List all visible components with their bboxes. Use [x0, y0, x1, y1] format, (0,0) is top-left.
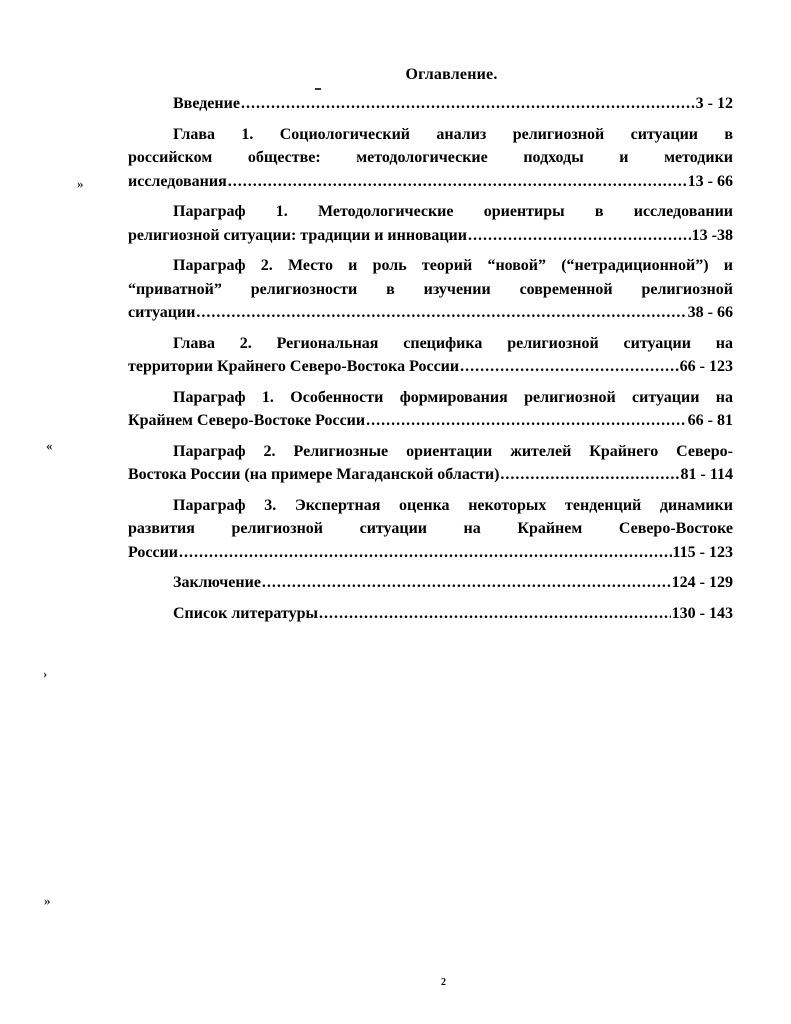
table-of-contents [128, 92, 733, 632]
page-number: 2 [441, 977, 446, 988]
toc-entry-line: Параграф 2. Место и роль теорий “новой” (“нетрадиционной”) и [173, 257, 733, 274]
toc-entry-last-line [128, 541, 733, 565]
dot-leader [460, 355, 679, 379]
toc-entry-chapter-2-paragraph-2[interactable] [128, 440, 733, 487]
toc-entry-line: российском обществе: методологические подходы и методики [128, 149, 733, 166]
toc-entry-tail-text: территории Крайнего Северо-Востока России [128, 358, 460, 375]
toc-entry-chapter-1-paragraph-2[interactable] [128, 254, 733, 325]
toc-entry-chapter-2-paragraph-1[interactable] [128, 386, 733, 433]
toc-entry-pages: 81 - 114 [680, 466, 733, 483]
toc-entry-tail-text: исследования [128, 172, 227, 190]
toc-entry-tail-text: ситуации [128, 304, 196, 321]
toc-entry-pages: 38 - 66 [687, 304, 733, 321]
toc-entry-last-line [128, 409, 733, 433]
toc-entry-line: Глава 1. Социологический анализ религиозной ситуации в [173, 125, 733, 143]
punch-hole-mark-icon: » [77, 176, 84, 191]
toc-entry-last-line [128, 170, 733, 194]
toc-entry-bibliography[interactable] [128, 602, 733, 626]
punch-hole-mark-icon: › [43, 666, 48, 681]
toc-entry-tail-text: России [128, 543, 179, 561]
toc-entry-last-line [128, 301, 733, 325]
toc-entry-line: “приватной” религиозности в изучении современной религиозной [128, 280, 733, 298]
toc-entry-pages: 66 - 123 [679, 358, 733, 375]
dot-leader [366, 409, 687, 433]
dot-leader [500, 463, 679, 487]
toc-entry-pages: 115 - 123 [672, 543, 733, 561]
punch-hole-mark-icon: « [46, 438, 53, 453]
toc-entry-tail-text: Крайнем Северо-Востоке России [128, 412, 366, 429]
toc-entry-pages: 3 - 12 [695, 95, 733, 112]
toc-entry-chapter-1[interactable] [128, 123, 733, 194]
toc-entry-pages: 124 - 129 [671, 574, 733, 591]
dot-leader [179, 541, 672, 565]
toc-entry-last-line [128, 224, 733, 248]
toc-entry-line: Параграф 1. Методологические ориентиры в исследовании [173, 203, 733, 220]
toc-entry-tail-text: Востока России (на примере Магаданской области) [128, 466, 500, 483]
toc-entry-chapter-2-paragraph-3[interactable] [128, 494, 733, 565]
toc-entry-pages: 66 - 81 [687, 412, 733, 429]
toc-entry-pages: 13 - 66 [687, 172, 733, 190]
toc-entry-pages: 13 -38 [691, 226, 733, 244]
punch-hole-mark-icon: » [44, 893, 51, 908]
toc-title: Оглавление. [405, 66, 498, 83]
toc-entry-line: Глава 2. Региональная специфика религиозной ситуации на [173, 334, 733, 352]
dot-leader [468, 224, 691, 248]
toc-entry-chapter-1-paragraph-1[interactable] [128, 200, 733, 247]
toc-entry-text: Заключение [173, 574, 261, 591]
toc-entry-line: развития религиозной ситуации на Крайнем Северо-Востоке [128, 520, 733, 537]
dot-leader [228, 170, 687, 194]
dot-leader [196, 301, 686, 325]
toc-entry-introduction[interactable] [128, 92, 733, 116]
toc-entry-last-line [128, 463, 733, 487]
dot-leader [319, 602, 671, 626]
toc-entry-line: Параграф 2. Религиозные ориентации жителей Крайнего Северо- [173, 442, 733, 460]
toc-entry-chapter-2[interactable] [128, 332, 733, 379]
toc-entry-pages: 130 - 143 [671, 604, 733, 622]
dot-leader [262, 571, 671, 595]
toc-entry-text: Список литературы [173, 604, 318, 622]
scan-artifact-dash [315, 88, 321, 90]
toc-entry-last-line [128, 355, 733, 379]
dot-leader [241, 92, 695, 116]
toc-entry-tail-text: религиозной ситуации: традиции и инновации [128, 226, 467, 244]
toc-entry-text: Введение [173, 95, 240, 112]
toc-entry-line: Параграф 3. Экспертная оценка некоторых тенденций динамики [173, 496, 733, 514]
toc-entry-line: Параграф 1. Особенности формирования религиозной ситуации на [173, 388, 733, 406]
toc-entry-conclusion[interactable] [128, 571, 733, 595]
